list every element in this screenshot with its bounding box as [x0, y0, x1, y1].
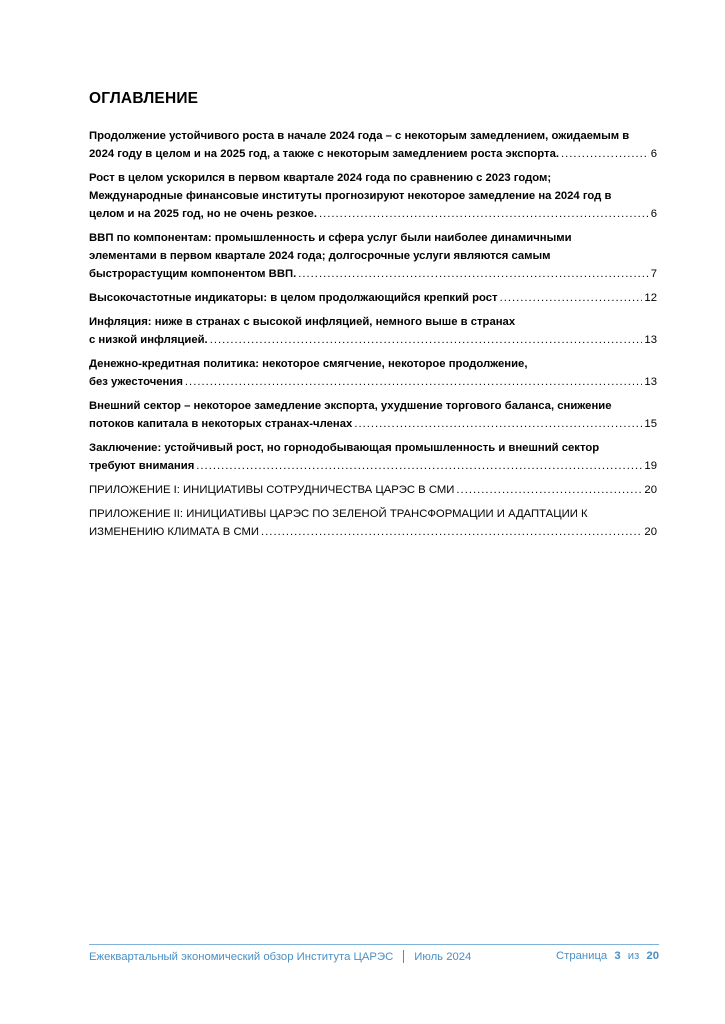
toc-entry-line: Инфляция: ниже в странах с высокой инфляцией, немного выше в странах	[89, 316, 516, 328]
toc-entry-line: 2024 году в целом и на 2025 год, а также с некоторым замедлением роста экспорта.	[89, 148, 560, 160]
toc-leader-dots	[500, 289, 643, 307]
toc-entry-line: ПРИЛОЖЕНИЕ II: ИНИЦИАТИВЫ ЦАРЭС ПО ЗЕЛЕНОЙ ТРАНСФОРМАЦИИ И АДАПТАЦИИ К	[89, 508, 588, 520]
toc-leader-dots	[354, 415, 642, 433]
toc-entry[interactable]	[89, 289, 657, 307]
footer-page-total: 20	[646, 950, 659, 962]
toc-page-number: 13	[644, 334, 657, 346]
toc-page-number: 6	[650, 148, 657, 160]
toc-page-number: 13	[644, 376, 657, 388]
toc-entry-line: быстрорастущим компонентом ВВП.	[89, 268, 297, 280]
footer-page-of: из	[627, 950, 640, 962]
toc-entry-line: ПРИЛОЖЕНИЕ I: ИНИЦИАТИВЫ СОТРУДНИЧЕСТВА ЦАРЭС В СМИ	[89, 484, 455, 496]
toc-entry-line: Высокочастотные индикаторы: в целом продолжающийся крепкий рост	[89, 292, 498, 304]
toc-leader-dots	[210, 331, 643, 349]
toc-leader-dots	[319, 205, 649, 223]
footer-publication: Ежеквартальный экономический обзор Института ЦАРЭС	[89, 950, 394, 963]
toc-entry-line: элементами в первом квартале 2024 года; долгосрочные услуги являются самым	[89, 250, 551, 262]
toc-entry-line: целом и на 2025 год, но не очень резкое.	[89, 208, 317, 220]
toc-leader-dots	[261, 523, 642, 541]
toc-entry[interactable]	[89, 169, 657, 223]
toc-entry-line: без ужесточения	[89, 376, 183, 388]
footer-date: Июль 2024	[414, 950, 472, 963]
toc-page-number: 6	[650, 208, 657, 220]
toc-page-number: 19	[644, 460, 657, 472]
page-footer	[89, 944, 659, 963]
toc-entry-appendix[interactable]	[89, 505, 657, 541]
toc-entry[interactable]	[89, 313, 657, 349]
toc-entry-line: ВВП по компонентам: промышленность и сфера услуг были наиболее динамичными	[89, 232, 572, 244]
toc-entry-appendix[interactable]	[89, 481, 657, 499]
footer-page-indicator	[556, 950, 659, 963]
toc-leader-dots	[185, 373, 643, 391]
toc-entry-line: Продолжение устойчивого роста в начале 2024 года – с некоторым замедлением, ожидаемым в	[89, 130, 630, 142]
toc-entry[interactable]	[89, 229, 657, 283]
toc-title: ОГЛАВЛЕНИЕ	[89, 90, 199, 107]
toc-entry-line: требуют внимания	[89, 460, 195, 472]
toc-entry[interactable]	[89, 127, 657, 163]
toc-page-number: 7	[650, 268, 657, 280]
footer-divider	[403, 950, 404, 963]
toc-page-number: 12	[644, 292, 657, 304]
toc-page-number: 20	[644, 484, 657, 496]
toc-leader-dots	[196, 457, 642, 475]
toc-entry-line: Рост в целом ускорился в первом квартале 2024 года по сравнению с 2023 годом;	[89, 172, 552, 184]
footer-page-current: 3	[614, 950, 621, 962]
table-of-contents	[89, 127, 657, 547]
toc-entry-line: с низкой инфляцией.	[89, 334, 208, 346]
toc-page-number: 20	[644, 526, 657, 538]
toc-entry[interactable]	[89, 355, 657, 391]
footer-page-label: Страница	[556, 950, 608, 962]
toc-entry-line: Денежно-кредитная политика: некоторое смягчение, некоторое продолжение,	[89, 358, 528, 370]
toc-entry-line: ИЗМЕНЕНИЮ КЛИМАТА В СМИ	[89, 526, 260, 538]
toc-entry-line: потоков капитала в некоторых странах-членах	[89, 418, 353, 430]
toc-entry[interactable]	[89, 397, 657, 433]
toc-entry-line: Внешний сектор – некоторое замедление экспорта, ухудшение торгового баланса, снижение	[89, 400, 612, 412]
toc-entry-line: Международные финансовые институты прогнозируют некоторое замедление на 2024 год в	[89, 190, 612, 202]
toc-leader-dots	[298, 265, 648, 283]
toc-leader-dots	[456, 481, 642, 499]
toc-page-number: 15	[644, 418, 657, 430]
toc-entry-line: Заключение: устойчивый рост, но горнодобывающая промышленность и внешний сектор	[89, 442, 600, 454]
toc-leader-dots	[561, 145, 649, 163]
toc-entry[interactable]	[89, 439, 657, 475]
